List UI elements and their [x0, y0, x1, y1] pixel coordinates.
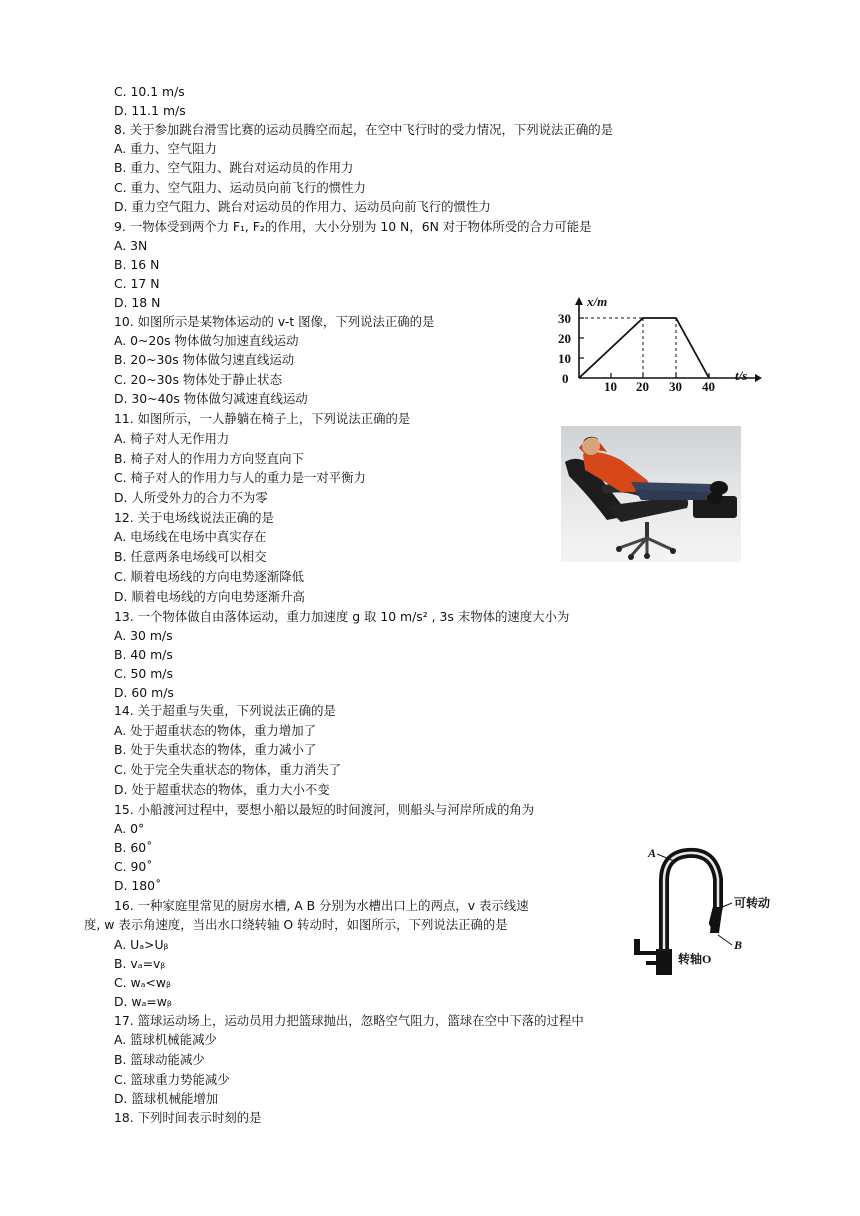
option-d: D. 处于超重状态的物体，重力大小不变	[114, 782, 330, 797]
faucet-diagram	[630, 845, 780, 980]
option-d: D. 180˚	[114, 878, 162, 893]
question-15: 15. 小船渡河过程中，要想小船以最短的时间渡河，则船头与河岸所成的角为	[114, 802, 535, 817]
option-c: C. 处于完全失重状态的物体，重力消失了	[114, 762, 342, 777]
option-a: A. Uₐ>Uᵦ	[114, 937, 169, 952]
x-axis-label: t/s	[735, 368, 748, 383]
y-axis-label: x/m	[587, 294, 608, 309]
label-a: A	[648, 846, 657, 860]
text-line: C. 10.1 m/s	[114, 84, 185, 99]
option-b: B. 16 N	[114, 257, 160, 272]
option-c: C. 重力、空气阻力、运动员向前飞行的惯性力	[114, 180, 366, 195]
x-axis-arrow-icon	[755, 374, 762, 382]
option-d: D. 18 N	[114, 295, 161, 310]
option-a: A. 处于超重状态的物体，重力增加了	[114, 723, 316, 738]
label-b: B	[734, 938, 743, 952]
position-time-graph	[555, 292, 765, 392]
option-c: C. 篮球重力势能减少	[114, 1072, 230, 1087]
option-d: D. 顺着电场线的方向电势逐渐升高	[114, 589, 305, 604]
y-tick-label: 30	[558, 311, 571, 326]
option-c: C. wₐ<wᵦ	[114, 975, 172, 990]
option-a: A. 椅子对人无作用力	[114, 431, 230, 446]
x-tick-label: 30	[669, 379, 682, 392]
x-tick-label: 10	[604, 379, 617, 392]
option-d: D. 重力空气阻力、跳台对运动员的作用力、运动员向前飞行的惯性力	[114, 199, 491, 214]
question-12: 12. 关于电场线说法正确的是	[114, 510, 274, 525]
x-tick-label: 20	[636, 379, 649, 392]
option-d: D. 人所受外力的合力不为零	[114, 490, 268, 505]
option-d: D. 篮球机械能增加	[114, 1091, 219, 1106]
x-tick-label: 40	[702, 379, 715, 392]
question-16-continued: 度, w 表示角速度，当出水口绕转轴 O 转动时，如图所示，下列说法正确的是	[84, 917, 508, 932]
option-b: B. 处于失重状态的物体，重力减小了	[114, 742, 317, 757]
option-a: A. 0~20s 物体做匀加速直线运动	[114, 333, 299, 348]
option-b: B. 40 m/s	[114, 647, 173, 662]
option-b: B. 篮球动能减少	[114, 1052, 205, 1067]
option-c: C. 顺着电场线的方向电势逐渐降低	[114, 569, 304, 584]
y-tick-label: 20	[558, 331, 571, 346]
question-9: 9. 一物体受到两个力 F₁, F₂的作用，大小分别为 10 N，6N 对于物体所受的合力可能是	[114, 219, 592, 234]
option-c: C. 50 m/s	[114, 666, 173, 681]
option-d: D. 60 m/s	[114, 685, 174, 700]
question-10: 10. 如图所示是某物体运动的 v-t 图像，下列说法正确的是	[114, 314, 435, 329]
option-a: A. 30 m/s	[114, 628, 173, 643]
option-a: A. 3N	[114, 238, 148, 253]
option-a: A. 重力、空气阻力	[114, 141, 217, 156]
label-rotatable: 可转动	[734, 896, 771, 910]
question-8: 8. 关于参加跳台滑雪比赛的运动员腾空而起，在空中飞行时的受力情况，下列说法正确的是	[114, 122, 613, 137]
option-c: C. 20~30s 物体处于静止状态	[114, 372, 282, 387]
option-a: A. 0°	[114, 821, 145, 836]
question-16: 16. 一种家庭里常见的厨房水槽, A B 分别为水槽出口上的两点，v 表示线速	[114, 898, 529, 913]
question-14: 14. 关于超重与失重，下列说法正确的是	[114, 703, 336, 718]
option-a: A. 电场线在电场中真实存在	[114, 529, 267, 544]
option-d: D. wₐ=wᵦ	[114, 994, 172, 1009]
origin-label: 0	[562, 371, 569, 386]
option-c: C. 椅子对人的作用力与人的重力是一对平衡力	[114, 470, 366, 485]
question-11: 11. 如图所示，一人静躺在椅子上，下列说法正确的是	[114, 411, 411, 426]
option-b: B. 重力、空气阻力、跳台对运动员的作用力	[114, 160, 354, 175]
label-axis: 转轴O	[678, 952, 712, 966]
y-axis-arrow-icon	[575, 297, 583, 305]
option-b: B. vₐ=vᵦ	[114, 956, 166, 971]
option-b: B. 60˚	[114, 840, 153, 855]
reclining-chair-photo	[561, 426, 741, 562]
y-tick-label: 10	[558, 351, 571, 366]
option-d: D. 30~40s 物体做匀减速直线运动	[114, 391, 308, 406]
option-b: B. 20~30s 物体做匀速直线运动	[114, 352, 295, 367]
option-a: A. 篮球机械能减少	[114, 1032, 217, 1047]
question-17: 17. 篮球运动场上，运动员用力把篮球抛出，忽略空气阻力，篮球在空中下落的过程中	[114, 1013, 584, 1028]
option-c: C. 17 N	[114, 276, 160, 291]
question-18: 18. 下列时间表示时刻的是	[114, 1110, 262, 1125]
option-b: B. 椅子对人的作用力方向竖直向下	[114, 451, 304, 466]
graph-line	[579, 318, 709, 378]
option-b: B. 任意两条电场线可以相交	[114, 549, 267, 564]
option-c: C. 90˚	[114, 859, 153, 874]
text-line: D. 11.1 m/s	[114, 103, 186, 118]
question-13: 13. 一个物体做自由落体运动，重力加速度 g 取 10 m/s² , 3s 末物体的速度大小为	[114, 609, 570, 624]
